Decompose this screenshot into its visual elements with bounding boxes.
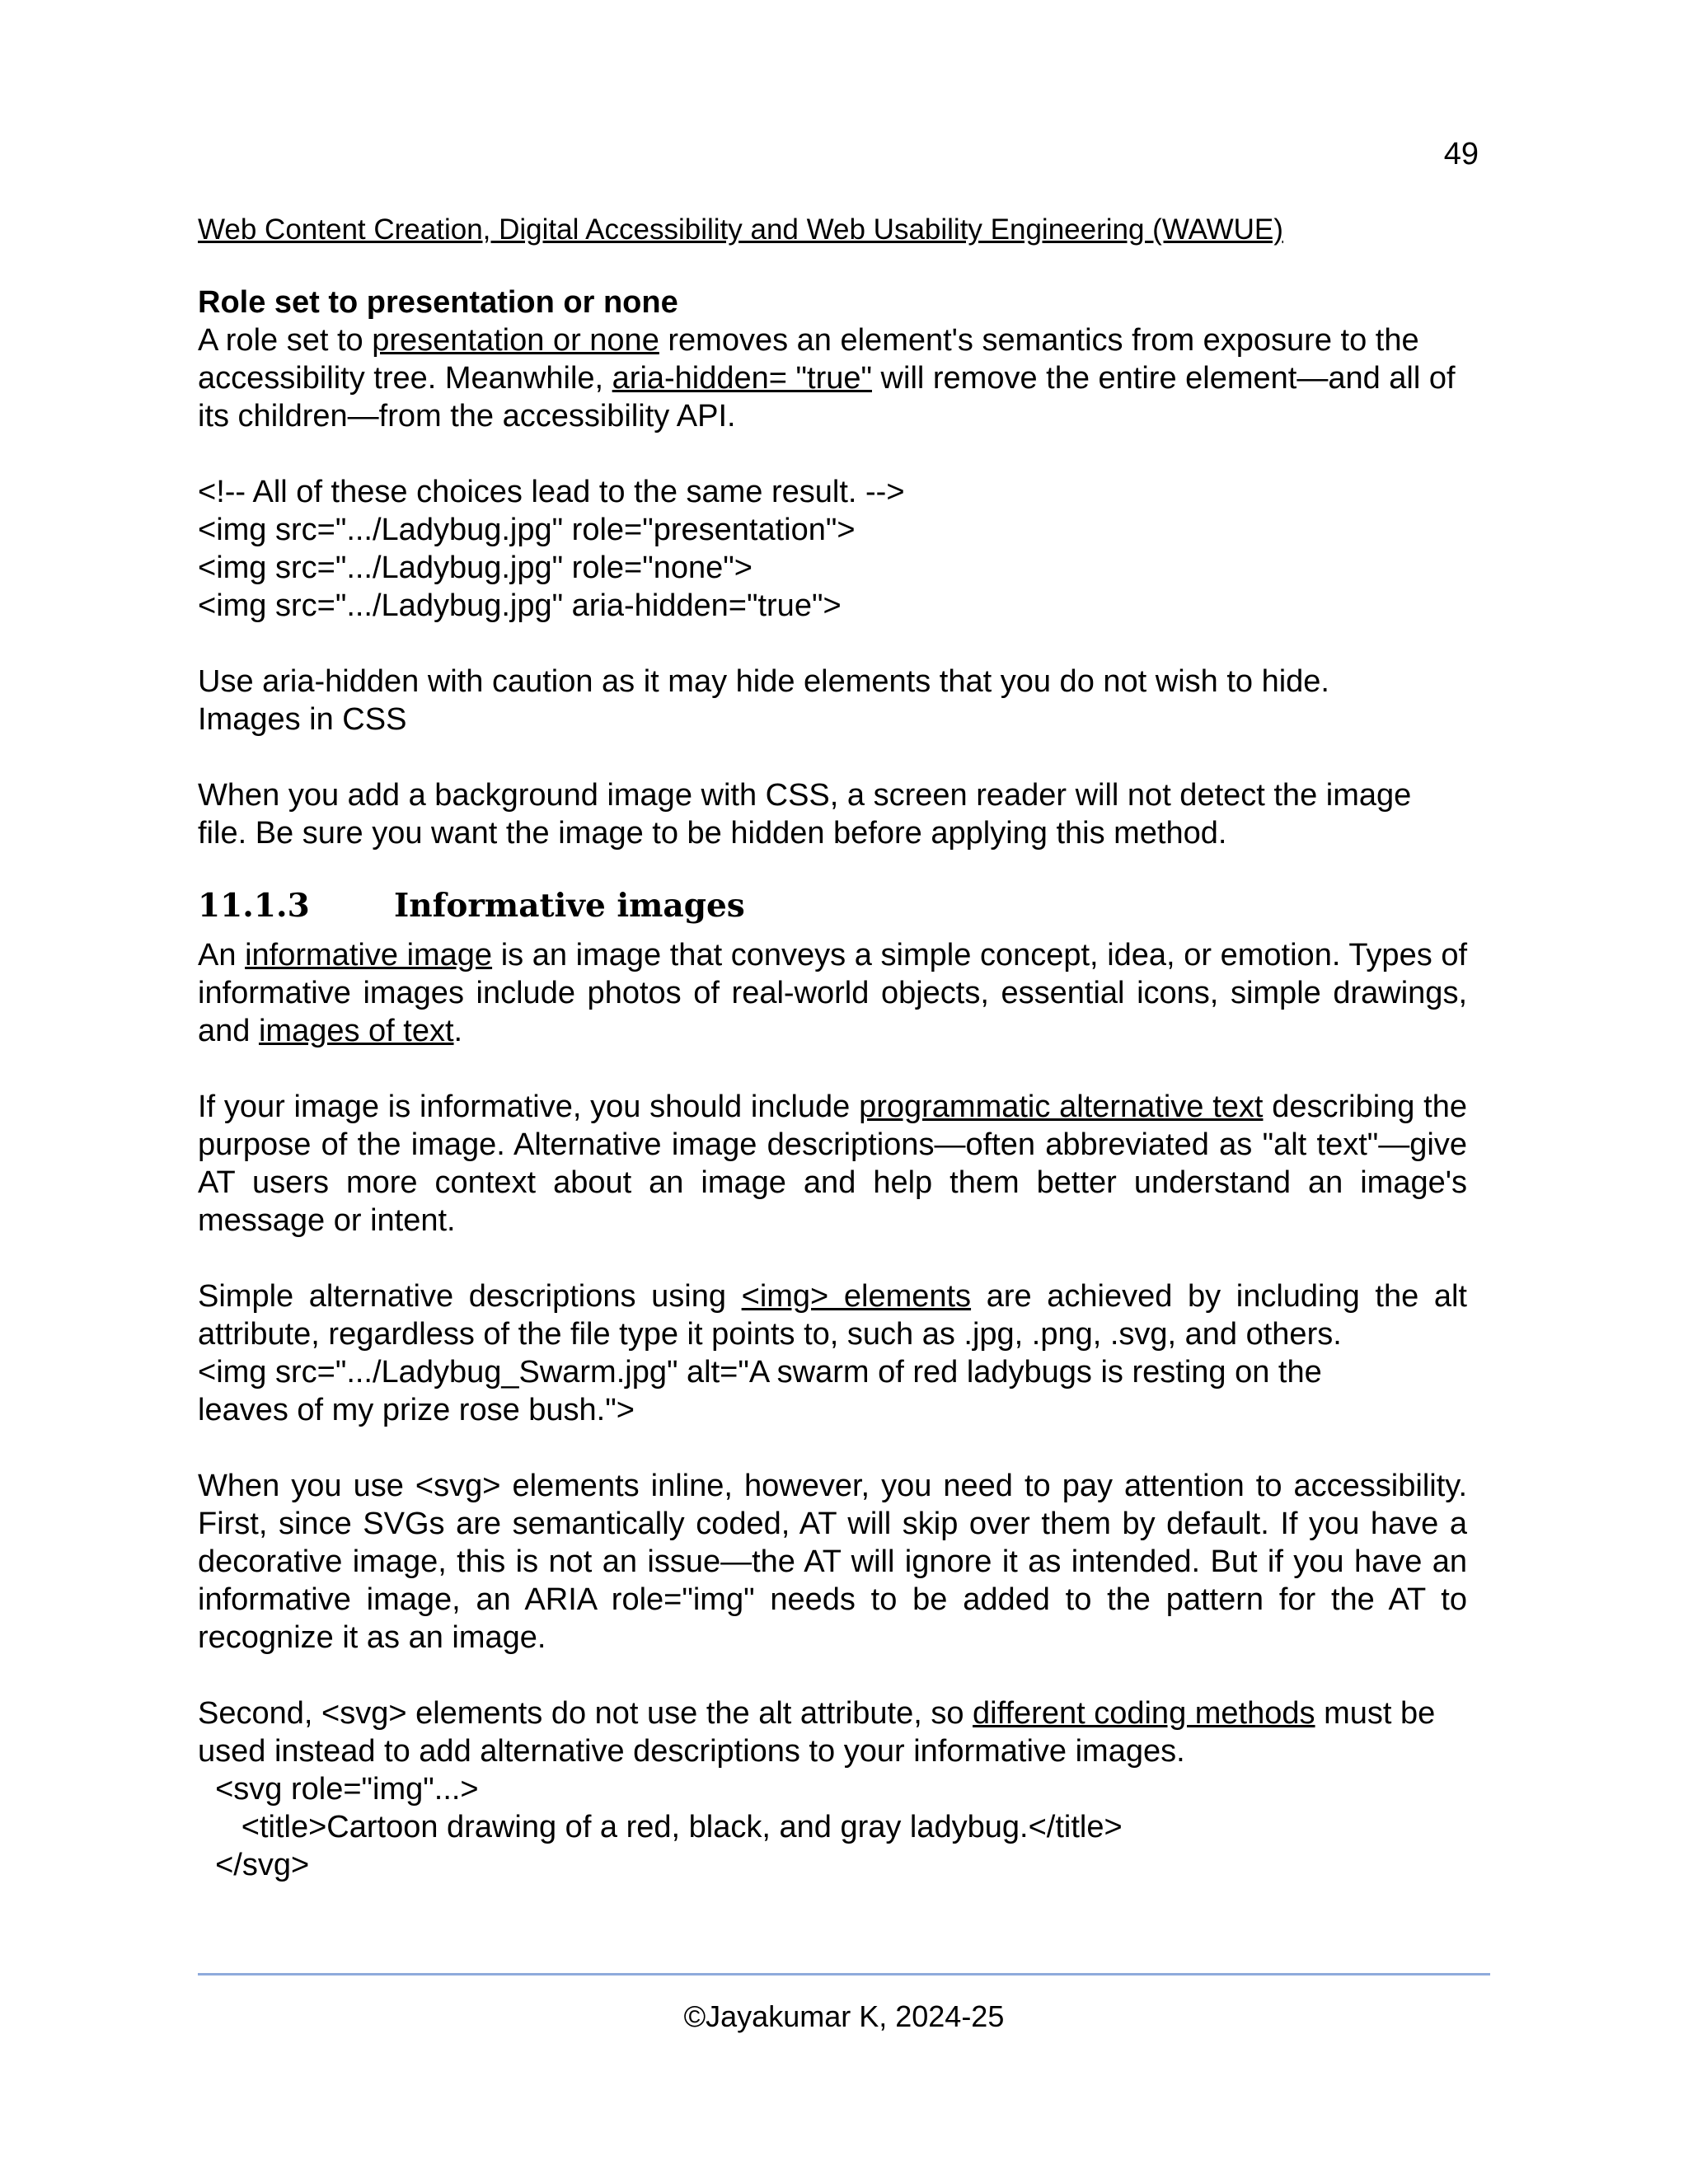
code-line: <img src=".../Ladybug.jpg" role="presentation"> [198,513,856,547]
link-programmatic-alt-text[interactable]: programmatic alternative text [859,1090,1264,1124]
paragraph-aria-caution [198,663,1467,738]
text-line: Images in CSS [198,702,407,737]
text-block [198,1694,1467,1770]
text-run: must be used instead to add alternative descriptions to your informative images. [198,1696,1436,1769]
paragraph-alt-text [198,1088,1467,1240]
section-heading-role: Role set to presentation or none [198,285,678,320]
paragraph-img-elements [198,1277,1467,1429]
paragraph-role-intro [198,321,1467,435]
paragraph-css-images: When you add a background image with CSS, a screen reader will not detect the image file. Be sure you want the image to be hidden before applying this method. [198,778,1412,851]
link-informative-image[interactable]: informative image [245,938,493,972]
paragraph-svg-inline: When you use <svg> elements inline, however, you need to pay attention to accessibility. First, since SVGs are semantically coded, AT will skip over them by default. If you have a decorative image, this is not an issue—the AT will ignore it as intended. But if you have an informative image, an ARIA role="img" needs to be added to the pattern for the AT to recognize it as an image. [198,1469,1467,1655]
text-run: describing the purpose of the image. Alternative image descriptions—often abbreviated as "alt text"—give AT users more context about an image and help them better understand an image's message or intent. [198,1090,1467,1238]
text-run: removes an element's semantics from exposure to the accessibility tree. Meanwhile, [198,323,1419,396]
link-img-elements[interactable]: <img> elements [741,1279,972,1314]
text-run: If your image is informative, you should include [198,1090,860,1124]
section-number: 11.1.3 [198,887,310,925]
text-run: are achieved by including the alt attribute, regardless of the file type it points to, such as .jpg, .png, .svg, and others. [198,1279,1467,1352]
code-example-role [198,473,1467,625]
code-line: <svg role="img"...> [198,1772,479,1807]
code-line: <!-- All of these choices lead to the same result. --> [198,475,905,509]
footer-copyright: ©Jayakumar K, 2024-25 [683,1999,1005,2033]
link-images-of-text[interactable]: images of text [258,1014,454,1048]
text-run: An [198,938,246,972]
text-run: will remove the entire element—and all of its children—from the accessibility API. [198,361,1456,434]
text-line: Use aria-hidden with caution as it may hide elements that you do not wish to hide. [198,664,1329,699]
text-run: Second, <svg> elements do not use the alt attribute, so [198,1696,973,1731]
link-different-coding-methods[interactable]: different coding methods [973,1696,1315,1731]
link-presentation-or-none[interactable]: presentation or none [372,323,659,358]
paragraph-svg-alt [198,1694,1467,1884]
section-title: Informative images [394,887,745,925]
footer-divider [198,1973,1490,1975]
code-line: leaves of my prize rose bush."> [198,1393,635,1427]
code-line: <title>Cartoon drawing of a red, black, and gray ladybug.</title> [198,1810,1123,1844]
code-line: <img src=".../Ladybug.jpg" aria-hidden="true"> [198,588,842,623]
text-run: Simple alternative descriptions using [198,1279,742,1314]
text-run: is an image that conveys a simple concept, idea, or emotion. Types of informative images include photos of real-world objects, essential icons, simple drawings, and [198,938,1468,1048]
paragraph-informative-intro [198,936,1467,1050]
page-number: 49 [1443,137,1479,171]
running-header: Web Content Creation, Digital Accessibility and Web Usability Engineering (WAWUE) [198,213,1283,246]
text-run: . [453,1014,463,1048]
link-aria-hidden[interactable]: aria-hidden= "true" [612,361,872,396]
text-block [198,1277,1467,1353]
code-line: <img src=".../Ladybug.jpg" role="none"> [198,551,753,585]
code-line: <img src=".../Ladybug_Swarm.jpg" alt="A swarm of red ladybugs is resting on the [198,1355,1322,1390]
section-heading-informative [198,887,1467,925]
code-line: </svg> [198,1848,310,1882]
text-run: A role set to [198,323,373,358]
